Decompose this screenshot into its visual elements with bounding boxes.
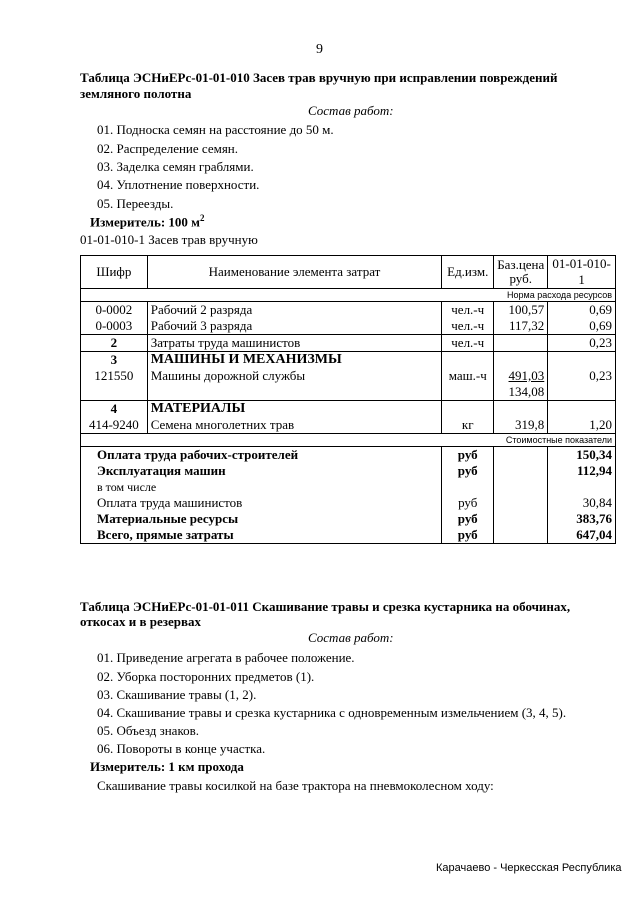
norm-caption: Норма расхода ресурсов bbox=[81, 289, 616, 302]
table1-work-item: 01. Поднoска семян на расстояние до 50 м. bbox=[97, 122, 334, 137]
total-incl-label: в том числе bbox=[81, 479, 442, 495]
total-value: 647,04 bbox=[548, 527, 616, 544]
section-row bbox=[81, 401, 616, 418]
header-name: Наименование элемента затрат bbox=[147, 256, 442, 289]
total-value: 383,76 bbox=[548, 511, 616, 527]
row-unit: кг bbox=[442, 417, 494, 434]
total-unit: руб bbox=[442, 511, 494, 527]
header-price-line1: Баз.цена bbox=[497, 257, 545, 272]
page-number: 9 bbox=[316, 42, 323, 57]
row-code: 414-9240 bbox=[81, 417, 148, 434]
row-code: 121550 bbox=[81, 368, 148, 384]
row-price: 100,57 bbox=[494, 302, 548, 319]
row-code: 0-0002 bbox=[81, 302, 148, 319]
table-row bbox=[81, 335, 616, 352]
row-name: Рабочий 3 разряда bbox=[147, 318, 442, 335]
total-row bbox=[81, 495, 616, 511]
total-value: 112,94 bbox=[548, 463, 616, 479]
cost-caption-row bbox=[81, 434, 616, 447]
total-row bbox=[81, 479, 616, 495]
cost-caption: Стоимостные показатели bbox=[81, 434, 616, 447]
section-row bbox=[81, 352, 616, 369]
section-name: МАТЕРИАЛЫ bbox=[147, 401, 442, 418]
section-name: МАШИНЫ И МЕХАНИЗМЫ bbox=[147, 352, 442, 369]
row-code: 0-0003 bbox=[81, 318, 148, 335]
total-unit: руб bbox=[442, 463, 494, 479]
row-name: Машины дорожной службы bbox=[147, 368, 442, 384]
table2-work-item: 01. Приведение агрегата в рабочее положение. bbox=[97, 650, 355, 665]
table2-title-line1: Таблица ЭСНиЕРс-01-01-011 Скашивание травы и срезка кустарника на обочинах, bbox=[80, 599, 571, 614]
section-code: 4 bbox=[81, 401, 148, 418]
table2-note: Скашивание травы косилкой на базе трактора на пневмоколесном ходу: bbox=[97, 778, 494, 793]
table2-work-item: 02. Уборка посторонних предметов (1). bbox=[97, 669, 315, 684]
row-price: 491,03 bbox=[494, 368, 548, 384]
total-unit: руб bbox=[442, 527, 494, 544]
table2-title-line2: откосах и в резервах bbox=[80, 614, 201, 629]
row-value: 0,69 bbox=[548, 302, 616, 319]
table2-work-item: 05. Объезд знаков. bbox=[97, 723, 200, 738]
row-unit: чел.-ч bbox=[442, 335, 494, 352]
row-name: Затраты труда машинистов bbox=[147, 335, 442, 352]
total-value: 150,34 bbox=[548, 447, 616, 464]
total-unit: руб bbox=[442, 495, 494, 511]
row-price: 117,32 bbox=[494, 318, 548, 335]
row-unit: чел.-ч bbox=[442, 302, 494, 319]
header-price bbox=[494, 256, 548, 289]
table2-work-item: 06. Повороты в конце участка. bbox=[97, 741, 266, 756]
table2-sostav: Состав работ: bbox=[308, 630, 394, 645]
table-row bbox=[81, 318, 616, 335]
total-unit: руб bbox=[442, 447, 494, 464]
row-unit: чел.-ч bbox=[442, 318, 494, 335]
table1-title-line1: Таблица ЭСНиЕРс-01-01-010 Засев трав вручную при исправлении повреждений bbox=[80, 70, 558, 85]
table1-work-item: 04. Уплотнение поверхности. bbox=[97, 177, 260, 192]
header-code: Шифр bbox=[81, 256, 148, 289]
cost-table bbox=[80, 255, 616, 544]
table-row bbox=[81, 368, 616, 384]
row-value: 0,69 bbox=[548, 318, 616, 335]
page-footer: Карачаево - Черкесская Республика bbox=[436, 862, 622, 874]
total-label: Оплата труда машинистов bbox=[81, 495, 442, 511]
norm-caption-row bbox=[81, 289, 616, 302]
table1-title-line2: земляного полотна bbox=[80, 86, 192, 101]
row-unit: маш.-ч bbox=[442, 368, 494, 384]
table1-sostav: Состав работ: bbox=[308, 103, 394, 118]
table1-measure bbox=[90, 213, 205, 230]
table1-work-item: 02. Распределение семян. bbox=[97, 141, 239, 156]
table-row bbox=[81, 302, 616, 319]
total-row bbox=[81, 447, 616, 464]
header-price-line2: руб. bbox=[509, 271, 532, 286]
total-row bbox=[81, 511, 616, 527]
table1-work-item: 03. Заделка семян граблями. bbox=[97, 159, 254, 174]
table1-measure-sup: 2 bbox=[200, 213, 205, 223]
row-value: 0,23 bbox=[548, 335, 616, 352]
section-code: 3 bbox=[81, 352, 148, 369]
total-row bbox=[81, 463, 616, 479]
row-price: 319,8 bbox=[494, 417, 548, 434]
table1-measure-text: Измеритель: 100 м bbox=[90, 214, 201, 230]
table1-work-item: 05. Переезды. bbox=[97, 196, 174, 211]
row-name: Рабочий 2 разряда bbox=[147, 302, 442, 319]
header-norm: 01-01-010-1 bbox=[548, 256, 616, 289]
table-row bbox=[81, 417, 616, 434]
header-unit: Ед.изм. bbox=[442, 256, 494, 289]
table2-measure: Измеритель: 1 км прохода bbox=[90, 759, 244, 774]
total-label: Всего, прямые затраты bbox=[81, 527, 442, 544]
table1-code-line: 01-01-010-1 Засев трав вручную bbox=[80, 232, 258, 247]
total-label: Оплата труда рабочих-строителей bbox=[81, 447, 442, 464]
row-code: 2 bbox=[81, 335, 148, 352]
table2-work-item: 04. Скашивание травы и срезка кустарника с одновременным измельчением (3, 4, 5). bbox=[97, 705, 567, 720]
row-name: Семена многолетних трав bbox=[147, 417, 442, 434]
row-value: 0,23 bbox=[548, 368, 616, 384]
total-label: Материальные ресурсы bbox=[81, 511, 442, 527]
row-value: 1,20 bbox=[548, 417, 616, 434]
table2-work-item: 03. Скашивание травы (1, 2). bbox=[97, 687, 257, 702]
total-row bbox=[81, 527, 616, 544]
total-label: Эксплуатация машин bbox=[81, 463, 442, 479]
row-price-secondary: 134,08 bbox=[494, 384, 548, 401]
table-row bbox=[81, 384, 616, 401]
table-header-row bbox=[81, 256, 616, 289]
total-value: 30,84 bbox=[548, 495, 616, 511]
